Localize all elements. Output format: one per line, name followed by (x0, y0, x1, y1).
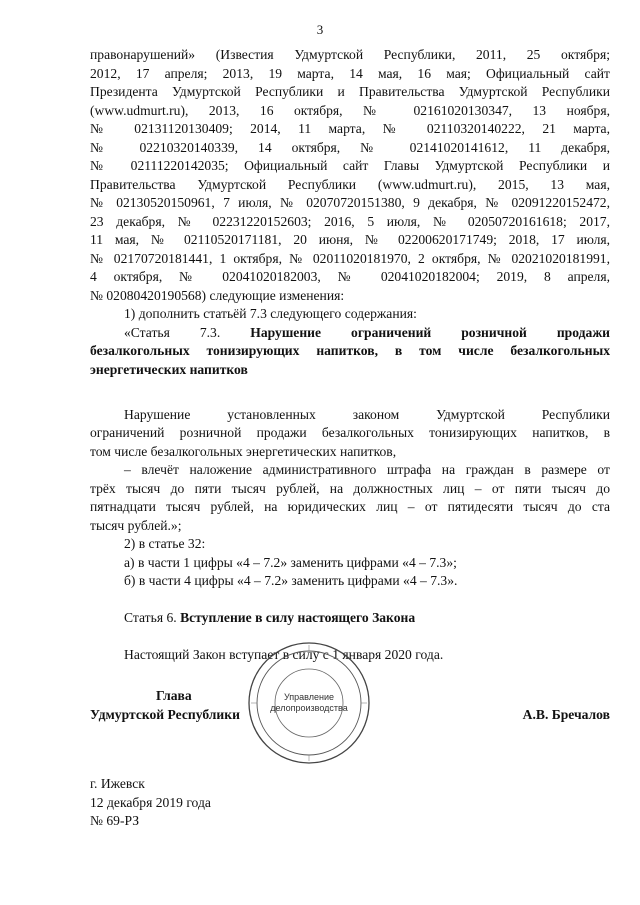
article-text-line: том числе безалкогольных энергетических напитков, (90, 443, 397, 459)
signature-name: А.В. Бречалов (522, 707, 610, 722)
text-line: Президента Удмуртской Республики и Правительства Удмуртской Республики (90, 84, 610, 99)
document-body (90, 46, 610, 665)
article-text-line: Нарушение установленных законом Удмуртской Республики (124, 406, 610, 422)
footer-number: № 69-РЗ (90, 813, 140, 828)
article-text-line: пятнадцати тысяч рублей, на юридических лиц – от пятидесяти тысяч до ста (90, 499, 610, 514)
article-prefix: «Статья 7.3. (124, 324, 221, 340)
text-line: № 02130520150961, 7 июля, № 02070720151380, 9 декабря, № 02091220152472, (90, 195, 610, 210)
article-text-line: тысяч рублей.»; (90, 517, 182, 533)
text-line: 4 октября, № 02041020182003, № 02041020182004; 2019, 8 апреля, (90, 269, 610, 284)
article-prefix: Статья 6. (124, 610, 177, 625)
footer-city: г. Ижевск (90, 776, 145, 791)
footer-date: 12 декабря 2019 года (90, 794, 211, 810)
article-title-line: энергетических напитков (90, 361, 248, 377)
item-2b: б) в части 4 цифры «4 – 7.2» заменить цифрами «4 – 7.3». (124, 573, 458, 588)
signature-title: Удмуртской Республики (90, 707, 240, 722)
stamp-line: Управление (283, 692, 335, 702)
article-title-line: Нарушение ограничений розничной продажи (250, 324, 611, 340)
article-6-text: Настоящий Закон вступает в силу с 1 января 2020 года. (124, 647, 444, 662)
document-footer (90, 775, 211, 831)
text-line: (www.udmurt.ru), 2013, 16 октября, № 02161020130347, 13 ноября, (90, 102, 610, 118)
article-7-3-heading-cont (90, 342, 610, 361)
article-7-3-heading-cont (90, 361, 610, 380)
article-text-line: ограничений розничной продажи безалкогольных тонизирующих напитков, в (90, 425, 610, 440)
text-line: правонарушений» (Известия Удмуртской Республики, 2011, 25 октября; (90, 47, 610, 62)
text-line: № 02111220142035; Официальный сайт Главы Удмуртской Республики и (90, 158, 610, 173)
article-title: Вступление в силу настоящего Закона (180, 610, 416, 625)
stamp-seal-icon (246, 640, 372, 766)
article-text-line: – влечёт наложение административного штрафа на граждан в размере от (124, 462, 610, 477)
article-text-line: трёх тысяч до пяти тысяч рублей, на должностных лиц – от пяти тысяч до (90, 480, 610, 496)
text-line: 23 декабря, № 02231220152603; 2016, 5 июля, № 02050720161618; 2017, (90, 213, 610, 229)
text-line: 2012, 17 апреля; 2013, 19 марта, 14 мая, 16 мая; Официальный сайт (90, 65, 610, 81)
item-1: 1) дополнить статьёй 7.3 следующего содержания: (124, 306, 417, 321)
text-line: 11 мая, № 02110520171181, 20 июня, № 02200620171749; 2018, 17 июля, (90, 232, 610, 247)
stamp-line: делопроизводства (270, 703, 348, 713)
item-2: 2) в статье 32: (124, 536, 206, 551)
text-line: № 02080420190568) следующие изменения: (90, 287, 345, 303)
signature-title: Глава (156, 688, 192, 703)
article-7-3-heading (90, 324, 610, 343)
article-title-line: безалкогольных тонизирующих напитков, в том числе безалкогольных (90, 343, 610, 358)
amendment-intro (90, 46, 610, 305)
text-line: Правительства Удмуртской Республики (www.udmurt.ru), 2015, 13 мая, (90, 176, 610, 192)
text-line: № 02170720181441, 1 октября, № 02011020181970, 2 октября, № 02021020181991, (90, 250, 610, 266)
text-line: № 02210320140339, 14 октября, № 02141020141612, 11 декабря, (90, 139, 610, 155)
text-line: № 02131120130409; 2014, 11 марта, № 02110320140222, 21 марта, (90, 121, 610, 136)
item-2a: а) в части 1 цифры «4 – 7.2» заменить цифрами «4 – 7.3»; (124, 554, 457, 570)
page-number: 3 (316, 22, 324, 37)
article-6-heading (90, 609, 610, 628)
